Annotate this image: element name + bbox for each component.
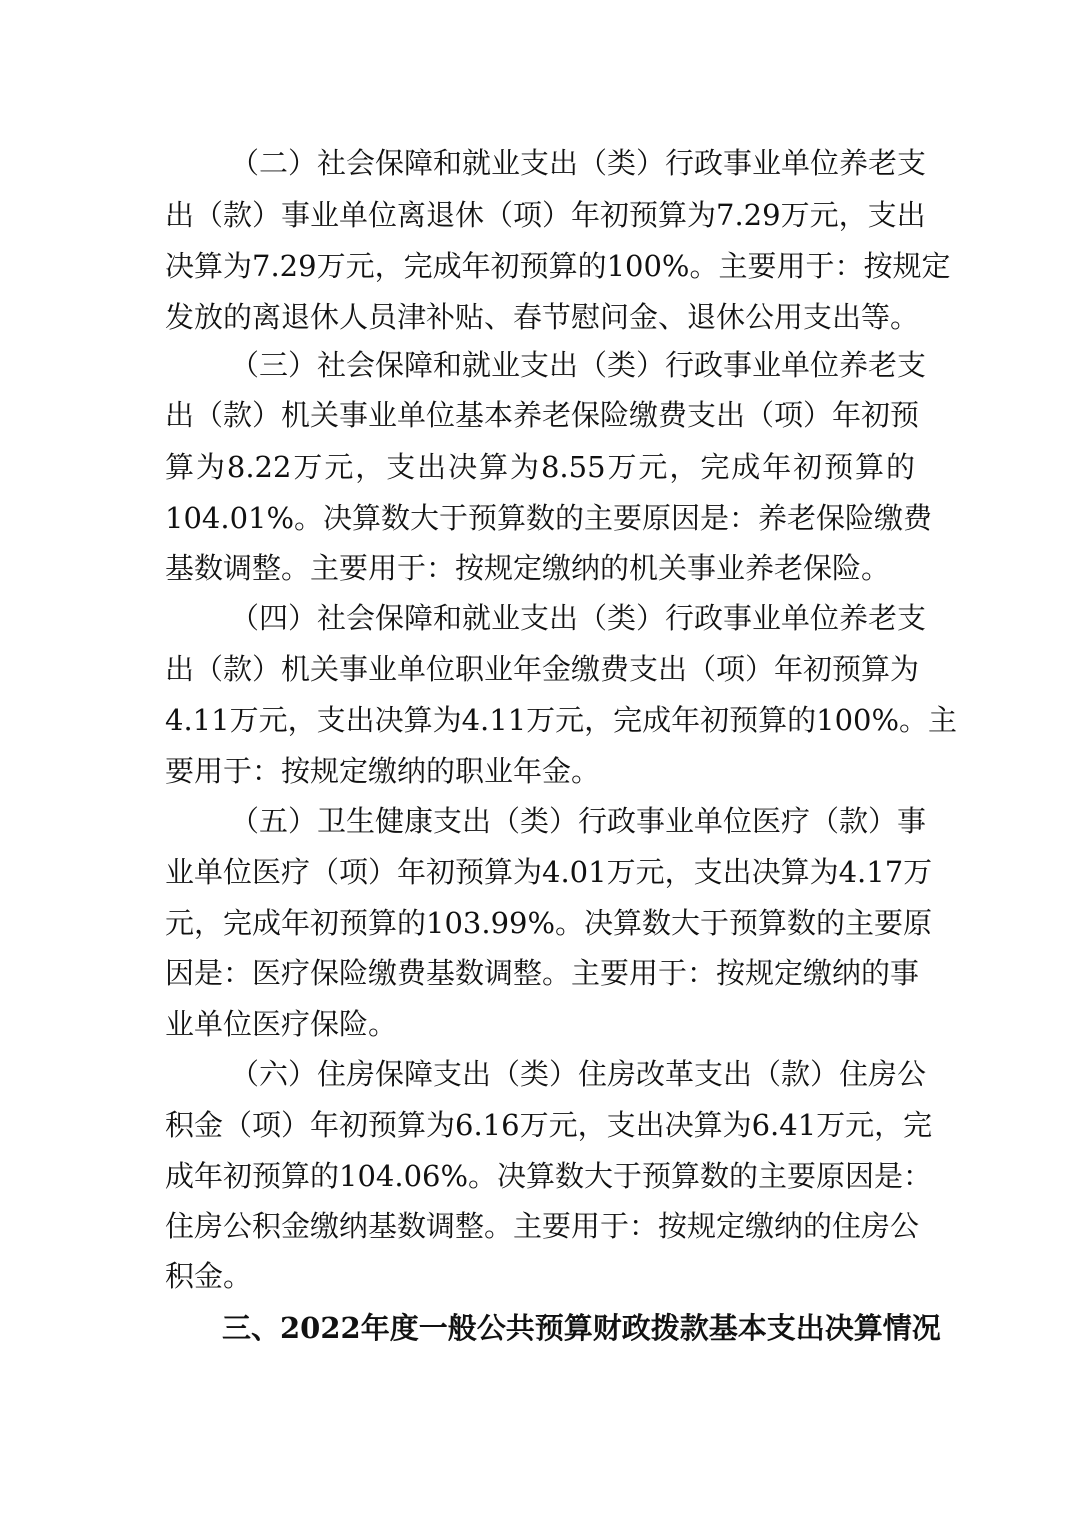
paragraph-5-line-4: 因是：医疗保险缴费基数调整。主要用于：按规定缴纳的事 xyxy=(165,956,920,990)
paragraph-6-line-2: 积金（项）年初预算为6.16万元，支出决算为6.41万元，完 xyxy=(165,1108,933,1142)
paragraph-3-line-4: 104.01%。决算数大于预算数的主要原因是：养老保险缴费 xyxy=(165,501,933,535)
paragraph-5-line-1: （五）卫生健康支出（类）行政事业单位医疗（款）事 xyxy=(230,804,927,838)
paragraph-3-line-1: （三）社会保障和就业支出（类）行政事业单位养老支 xyxy=(230,348,927,382)
paragraph-3-line-2: 出（款）机关事业单位基本养老保险缴费支出（项）年初预 xyxy=(165,398,920,432)
paragraph-2-line-1: （二）社会保障和就业支出（类）行政事业单位养老支 xyxy=(230,146,927,180)
paragraph-4-line-1: （四）社会保障和就业支出（类）行政事业单位养老支 xyxy=(230,601,927,635)
paragraph-5-line-2: 业单位医疗（项）年初预算为4.01万元，支出决算为4.17万 xyxy=(165,855,933,889)
paragraph-3-line-5: 基数调整。主要用于：按规定缴纳的机关事业养老保险。 xyxy=(165,551,891,585)
paragraph-6-line-5: 积金。 xyxy=(165,1259,253,1293)
section-heading: 三、2022年度一般公共预算财政拨款基本支出决算情况 xyxy=(222,1311,941,1345)
paragraph-4-line-3: 4.11万元，支出决算为4.11万元，完成年初预算的100%。主 xyxy=(165,703,958,737)
paragraph-2-line-4: 发放的离退休人员津补贴、春节慰问金、退休公用支出等。 xyxy=(165,300,920,334)
paragraph-2-line-2: 出（款）事业单位离退休（项）年初预算为7.29万元，支出 xyxy=(165,198,926,232)
paragraph-5-line-5: 业单位医疗保险。 xyxy=(165,1007,398,1041)
paragraph-3-line-3: 算为8.22万元，支出决算为8.55万元，完成年初预算的 xyxy=(165,450,915,484)
paragraph-6-line-1: （六）住房保障支出（类）住房改革支出（款）住房公 xyxy=(230,1057,927,1091)
paragraph-4-line-2: 出（款）机关事业单位职业年金缴费支出（项）年初预算为 xyxy=(165,652,920,686)
paragraph-4-line-4: 要用于：按规定缴纳的职业年金。 xyxy=(165,754,601,788)
paragraph-6-line-4: 住房公积金缴纳基数调整。主要用于：按规定缴纳的住房公 xyxy=(165,1209,920,1243)
paragraph-2-line-3: 决算为7.29万元，完成年初预算的100%。主要用于：按规定 xyxy=(165,249,951,283)
paragraph-6-line-3: 成年初预算的104.06%。决算数大于预算数的主要原因是： xyxy=(165,1159,933,1193)
paragraph-5-line-3: 元，完成年初预算的103.99%。决算数大于预算数的主要原 xyxy=(165,906,933,940)
